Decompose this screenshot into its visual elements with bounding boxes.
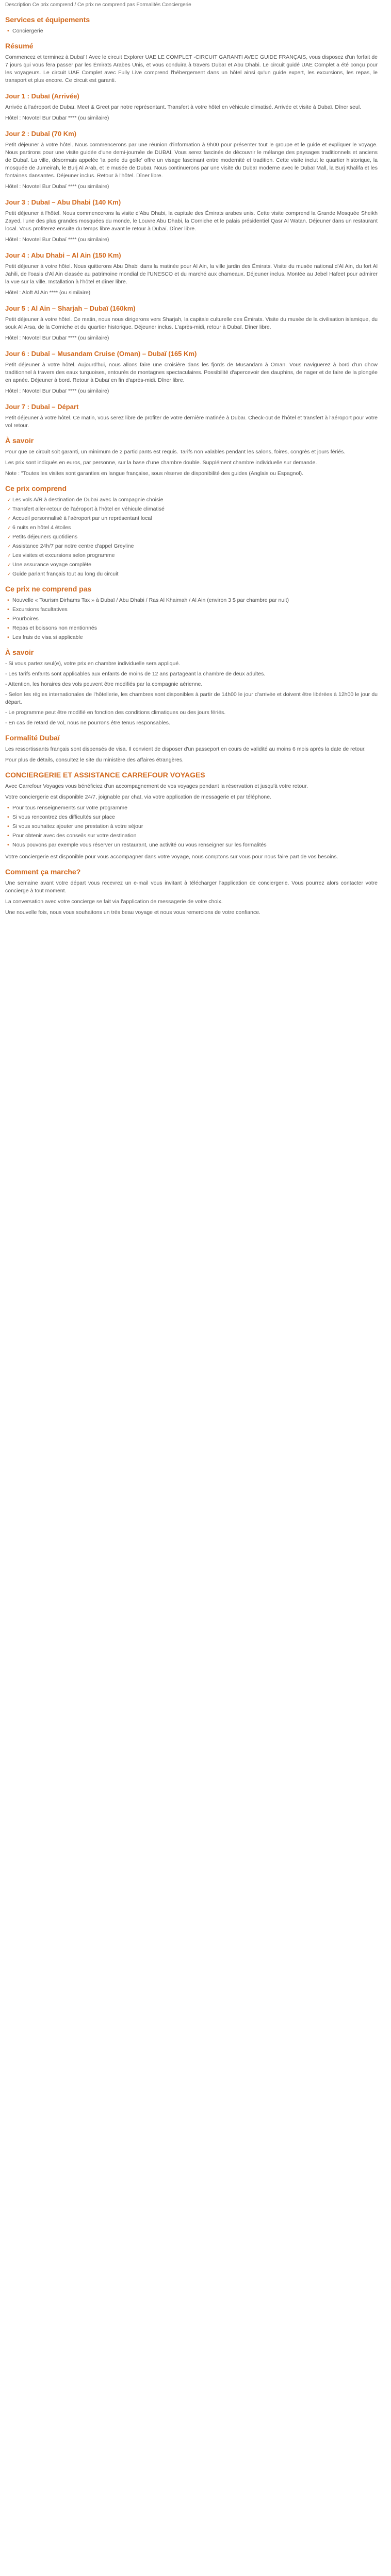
asavoir-note: - Si vous partez seul(e), votre prix en chambre individuelle sera appliqué.: [5, 660, 181, 667]
services-title: Services et équipements: [5, 15, 90, 24]
services-item: • Conciergerie: [12, 27, 378, 35]
conciergerie-text: Votre conciergerie est disponible 24/7, joignable par chat, via votre application de messagerie et par téléphone.: [5, 794, 271, 800]
day-title: Jour 7 : Dubaï – Départ: [5, 403, 79, 411]
day-hotel: Hôtel : Novotel Bur Dubaï **** (ou similaire): [5, 183, 109, 190]
itinerary: [5, 92, 378, 430]
formalites-text-2: Pour plus de détails, consultez le site du ministère des affaires étrangères.: [5, 757, 184, 763]
day-text: Petit déjeuner à l'hôtel. Nous commencerons la visite d'Abu Dhabi, la capitale des Émirats arabes unis. Cette visite comprend la Grande Mosquée Sheikh Zayed, l'une des plus grandes mosquées du monde, le Louvre Abu Dhabi, la Corniche et le palais présidentiel Qasr Al Watan. Déjeuner dans un restaurant local. Vous profiterez ensuite du temps libre avant le retour à Dubaï. Dîner libre.: [5, 210, 378, 232]
savoir-text: Pour que ce circuit soit garanti, un minimum de 2 participants est requis. Tarifs non valables pendant les salons, foires, congrès et jours fériés.: [5, 449, 346, 455]
asavoir-notes: [5, 660, 378, 727]
formalites-text: Les ressortissants français sont dispensés de visa. Il convient de disposer d'un passeport en cours de validité au moins 6 mois après la date de retour.: [5, 746, 366, 752]
day-text: Arrivée à l'aéroport de Dubaï. Meet & Greet par notre représentant. Transfert à votre hôtel en véhicule climatisé. Arrivée et visite à Dubaï. Dîner seul.: [5, 104, 362, 110]
resume-title: Résumé: [5, 42, 34, 50]
asavoir-title: À savoir: [5, 648, 34, 656]
prix-comprend-item: ✓ Les vols A/R à destination de Dubaï avec la compagnie choisie: [12, 496, 378, 504]
prix-ne-comprend-item: • Repas et boissons non mentionnés: [12, 624, 378, 632]
asavoir-note: - En cas de retard de vol, nous ne pourrons être tenus responsables.: [5, 720, 170, 726]
day-hotel: Hôtel : Novotel Bur Dubaï **** (ou similaire): [5, 236, 109, 243]
prix-comprend-item: ✓ Assistance 24h/7 par notre centre d'appel Greyline: [12, 543, 378, 550]
conciergerie-item: • Si vous rencontrez des difficultés sur place: [12, 814, 378, 821]
day-title: Jour 1 : Dubaï (Arrivée): [5, 92, 79, 100]
day-text: Petit déjeuner à votre hôtel. Ce matin, nous nous dirigerons vers Sharjah, la capitale culturelle des Émirats. Visite du musée de la civilisation islamique, du souk Al Arsa, de la Corniche et du quartier historique. Déjeuner inclus. L'après-midi, retour à Dubaï. Dîner libre.: [5, 316, 378, 330]
day-title: Jour 3 : Dubaï – Abu Dhabi (140 Km): [5, 198, 121, 206]
breadcrumb[interactable]: Description Ce prix comprend / Ce prix ne comprend pas Formalités Conciergerie: [5, 2, 191, 8]
prix-ne-comprend-item: • Nouvelle « Tourism Dirhams Tax » à Dubaï / Abu Dhabi / Ras Al Khaimah / Al Ain (environ 3 $ par chambre par nuit): [12, 597, 378, 604]
day-text: Petit déjeuner à votre hôtel. Ce matin, vous serez libre de profiter de votre dernière matinée à Dubaï. Check-out de l'hôtel et transfert à l'aéroport pour votre vol retour.: [5, 415, 378, 429]
conciergerie-outro: Votre conciergerie est disponible pour vous accompagner dans votre voyage, nous comptons sur vous pour nous faire part de vos besoins.: [5, 854, 338, 860]
day-hotel: Hôtel : Novotel Bur Dubaï **** (ou similaire): [5, 115, 109, 121]
asavoir-note: - Selon les règles internationales de l'hôtellerie, les chambres sont disponibles à partir de 14h00 le jour d'arrivée et doivent être libérées à 12h00 le jour du départ.: [5, 691, 378, 705]
prix-ne-comprend-item: • Les frais de visa si applicable: [12, 634, 378, 641]
prix-ne-comprend-list: [5, 597, 378, 641]
prix-comprend-list: [5, 496, 378, 578]
conciergerie-item: • Nous pouvons par exemple vous réserver un restaurant, une activité ou vous renseigner sur les formalités: [12, 841, 378, 849]
comment-text-2: La conversation avec votre concierge se fait via l'application de messagerie de votre choix.: [5, 899, 223, 905]
day-title: Jour 2 : Dubaï (70 Km): [5, 130, 76, 138]
asavoir-note: - Les tarifs enfants sont applicables aux enfants de moins de 12 ans partageant la chambre de deux adultes.: [5, 671, 266, 677]
comment-text: Une semaine avant votre départ vous recevrez un e-mail vous invitant à télécharger l'application de conciergerie. Vous pourrez alors contacter votre concierge à tout moment.: [5, 880, 378, 894]
comment-text-3: Une nouvelle fois, nous vous souhaitons un très beau voyage et nous vous remercions de votre confiance.: [5, 909, 260, 916]
page: [0, 1, 382, 924]
prix-ne-comprend-item: • Pourboires: [12, 615, 378, 623]
savoir-title: À savoir: [5, 436, 34, 445]
conciergerie-item: • Si vous souhaitez ajouter une prestation à votre séjour: [12, 823, 378, 831]
conciergerie-title: CONCIERGERIE ET ASSISTANCE CARREFOUR VOYAGES: [5, 771, 205, 779]
day-title: Jour 6 : Dubaï – Musandam Cruise (Oman) – Dubaï (165 Km): [5, 350, 197, 358]
services-list: [5, 27, 378, 35]
prix-ne-comprend-item: • Excursions facultatives: [12, 606, 378, 614]
day-title: Jour 4 : Abu Dhabi – Al Ain (150 Km): [5, 251, 121, 259]
asavoir-note: - Attention, les horaires des vols peuvent être modifiés par la compagnie aérienne.: [5, 681, 203, 687]
asavoir-note: - Le programme peut être modifié en fonction des conditions climatiques ou des jours fériés.: [5, 709, 226, 716]
day-text: Petit déjeuner à votre hôtel. Aujourd'hui, nous allons faire une croisière dans les fjords de Musandam à Oman. Vous naviguerez à bord d'un dhow traditionnel à travers des eaux turquoises, entourés de montagnes spectaculaires. Possibilité d'apercevoir des dauphins, de nager et de faire de la plongée en apnée. Déjeuner à bord. Retour à Dubaï en fin d'après-midi. Dîner libre.: [5, 362, 378, 383]
prix-comprend-item: ✓ Transfert aller-retour de l'aéroport à l'hôtel en véhicule climatisé: [12, 505, 378, 513]
savoir-text-2: Les prix sont indiqués en euros, par personne, sur la base d'une chambre double. Supplément chambre individuelle sur demande.: [5, 460, 317, 466]
day-hotel: Hôtel : Aloft Al Ain **** (ou similaire): [5, 290, 91, 296]
conciergerie-item: • Pour obtenir avec des conseils sur votre destination: [12, 832, 378, 840]
prix-comprend-item: ✓ Petits déjeuners quotidiens: [12, 533, 378, 541]
day-title: Jour 5 : Al Ain – Sharjah – Dubaï (160km): [5, 304, 136, 312]
day-text: Petit déjeuner à votre hôtel. Nous quitterons Abu Dhabi dans la matinée pour Al Ain, la ville jardin des Émirats. Visite du musée national d'Al Ain, du fort Al Jahili, de l'oasis d'Al Ain classée au patrimoine mondial de l'UNESCO et du marché aux chameaux. Déjeuner inclus. Montée au Jebel Hafeet pour admirer la vue sur la ville. Installation à l'hôtel et dîner libre.: [5, 263, 378, 285]
prix-comprend-item: ✓ 6 nuits en hôtel 4 étoiles: [12, 524, 378, 532]
prix-comprend-item: ✓ Une assurance voyage complète: [12, 561, 378, 569]
resume-text: Commencez et terminez à Dubaï ! Avec le circuit Explorer UAE LE COMPLET -CIRCUIT GARANTI AVEC GUIDE FRANÇAIS, vous disposez d'un forfait de 7 jours qui vous fera passer par les Émirats Arabes Unis, et vous conduira à travers Dubaï et Abu Dhabi. Le circuit guidé UAE Complet a été conçu pour les voyageurs. Le circuit UAE Complet avec Fully Live comprend l'hébergement dans un hôtel ainsi qu'un guide expert, les excursions, les repas, le transport et plus encore. Ce circuit est garanti.: [5, 54, 378, 83]
prix-comprend-title: Ce prix comprend: [5, 484, 67, 493]
comment-title: Comment ça marche?: [5, 868, 81, 876]
day-hotel: Hôtel : Novotel Bur Dubaï **** (ou similaire): [5, 335, 109, 341]
day-hotel: Hôtel : Novotel Bur Dubaï **** (ou similaire): [5, 388, 109, 394]
savoir-text-3: Note : "Toutes les visites sont garanties en langue française, sous réserve de disponibilité des guides (Anglais ou Espagnol).: [5, 470, 304, 477]
prix-ne-comprend-title: Ce prix ne comprend pas: [5, 585, 92, 593]
conciergerie-item: • Pour tous renseignements sur votre programme: [12, 804, 378, 812]
prix-comprend-item: ✓ Les visites et excursions selon programme: [12, 552, 378, 560]
prix-comprend-item: ✓ Guide parlant français tout au long du circuit: [12, 570, 378, 578]
conciergerie-intro: Avec Carrefour Voyages vous bénéficiez d'un accompagnement de vos voyages pendant la réservation et jusqu'à votre retour.: [5, 783, 308, 789]
prix-comprend-item: ✓ Accueil personnalisé à l'aéroport par un représentant local: [12, 515, 378, 522]
formalites-title: Formalité Dubaï: [5, 734, 60, 742]
day-text: Petit déjeuner à votre hôtel. Nous commencerons par une réunion d'information à 9h00 pour présenter tout le groupe et le guide et expliquer le voyage. Nous partirons pour une visite guidée d'une demi-journée de DUBAÏ. Vous serez fascinés de découvrir le mélange des paysages traditionnels et anciens de Dubaï. La ville, désormais appelée 'la perle du golfe' offre un visage fascinant entre modernité et tradition. Cette visite inclut le quartier historique, la mosquée de Jumeirah, le Burj Al Arab, et le musée de Dubaï. Nous continuerons par une visite du Dubaï moderne avec le Dubaï Mall, la Burj Khalifa et les fontaines dansantes. Déjeuner inclus. Retour à l'hôtel. Dîner libre.: [5, 142, 378, 179]
conciergerie-list: [5, 804, 378, 849]
